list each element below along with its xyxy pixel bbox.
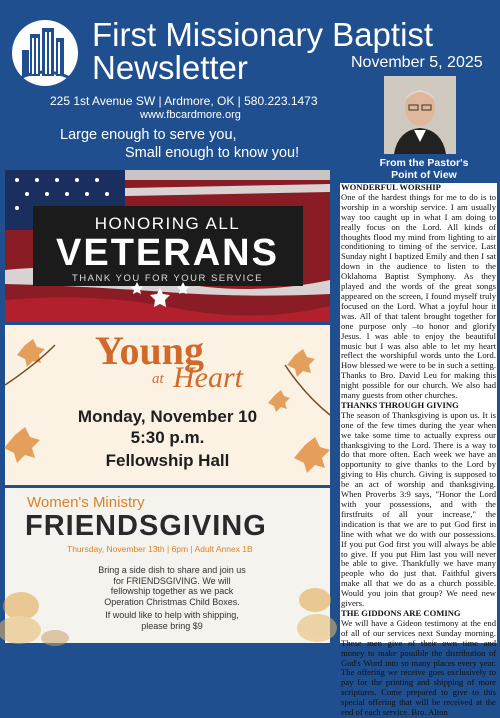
veterans-line2: VETERANS	[56, 232, 279, 274]
issue-date: November 5, 2025	[351, 54, 483, 71]
veterans-line3: THANK YOU FOR YOUR SERVICE	[71, 273, 264, 284]
young-time: 5:30 p.m.	[130, 428, 205, 447]
friendsgiving-details: Thursday, November 13th | 6pm | Adult Annex 1B	[67, 544, 253, 554]
tagline-line1: Large enough to serve you,	[60, 127, 237, 143]
friendsgiving-panel	[5, 488, 330, 643]
pastor-article	[340, 182, 497, 718]
newsletter-header	[0, 0, 500, 185]
friendsgiving-title: FRIENDSGIVING	[25, 510, 267, 542]
young-title: Young	[95, 328, 204, 373]
church-website[interactable]: www.fbcardmore.org	[140, 109, 241, 121]
newsletter-title-line2: Newsletter	[92, 49, 248, 86]
pastor-caption: From the Pastor's Point of View	[379, 157, 469, 181]
friendsgiving-body1: Bring a side dish to share and join us for FRIENDSGIVING. We will fellowship together as we pack Operation Christmas Child Boxes.	[98, 565, 246, 607]
veterans-line1: HONORING ALL	[94, 214, 241, 233]
young-date: Monday, November 10	[77, 407, 258, 426]
section-heading: THANKS THROUGH GIVING	[341, 399, 459, 410]
tagline-line2: Small enough to know you!	[125, 145, 300, 161]
church-address: 225 1st Avenue SW | Ardmore, OK | 580.223.1473	[50, 94, 318, 108]
church-building-icon	[12, 20, 78, 86]
section-text: One of the hardest things for me to do is to worship in a worship service. I am usually way too caught up in what I am doing to really focus on the Lord. All kinds of thoughts flood my mind from lighting to air conditioning to timing of the service. Last Sunday night I baptized Emily and then I sat down in the audience to listen to the Oklahoma Baptist Symphony. As they played and the words of the great songs appeared on the screen, I found myself truly focused on the Lord. What a joyful hour it was. All of that talent brought together for one purpose only –to honor and glorify Jesus. I was able to enjoy the beautiful music but I was also able to let my heart reflect the worshipful words unto the Lord. How blessed we were to be in such a setting. Thanks to Bro. David Leu for making this night possible for our church. We also had many guests from other churches.	[341, 191, 496, 401]
section-heading: WONDERFUL WORSHIP	[341, 182, 441, 192]
church-logo	[12, 20, 78, 86]
newsletter-title-line1: First Missionary Baptist	[92, 16, 434, 53]
section-text: We will have a Gideon testimony at the end of all of our services next Sunday morning. These men give of their own time and money to make possible the distribution of God's Word into so many places every year. The offering we receive goes exclusively to pay for the printing and shipping of more scriptures. Come prepared to give to this special offering that will be received at the end of each service. Bro. Alton	[341, 617, 496, 718]
pastor-photo	[384, 76, 456, 154]
young-place: Fellowship Hall	[105, 451, 230, 470]
friendsgiving-body2: If would like to help with shipping, please bring $9	[105, 610, 239, 631]
section-heading: THE GIDDONS ARE COMING	[341, 607, 461, 618]
young-at: at	[152, 371, 164, 387]
young-heart: Heart	[173, 361, 243, 394]
friendsgiving-ministry: Women's Ministry	[27, 494, 145, 511]
young-at-heart-panel	[5, 325, 330, 485]
veterans-panel	[5, 170, 330, 322]
section-text: The season of Thanksgiving is upon us. It is one of the few times during the year when we take some time to actually express our thanksgiving to the Lord. There is a way to do that more often. Each week we have an opportunity to give thanks to the Lord by giving to His church. Giving is supposed to be an act of worship and thanksgiving. When Proverbs 3:9 says, "Honor the Lord with your possessions, and with the firstfruits of all your increase," the indication is that we are to put God first in line with what we do with our possessions. If you put God first you will always be able to give. If you put Him last you will never be able to give. Thankfully we have many people who do just that. Faithful givers make all that we do as a church possible. Would you join that group? We need new givers.	[341, 409, 496, 609]
